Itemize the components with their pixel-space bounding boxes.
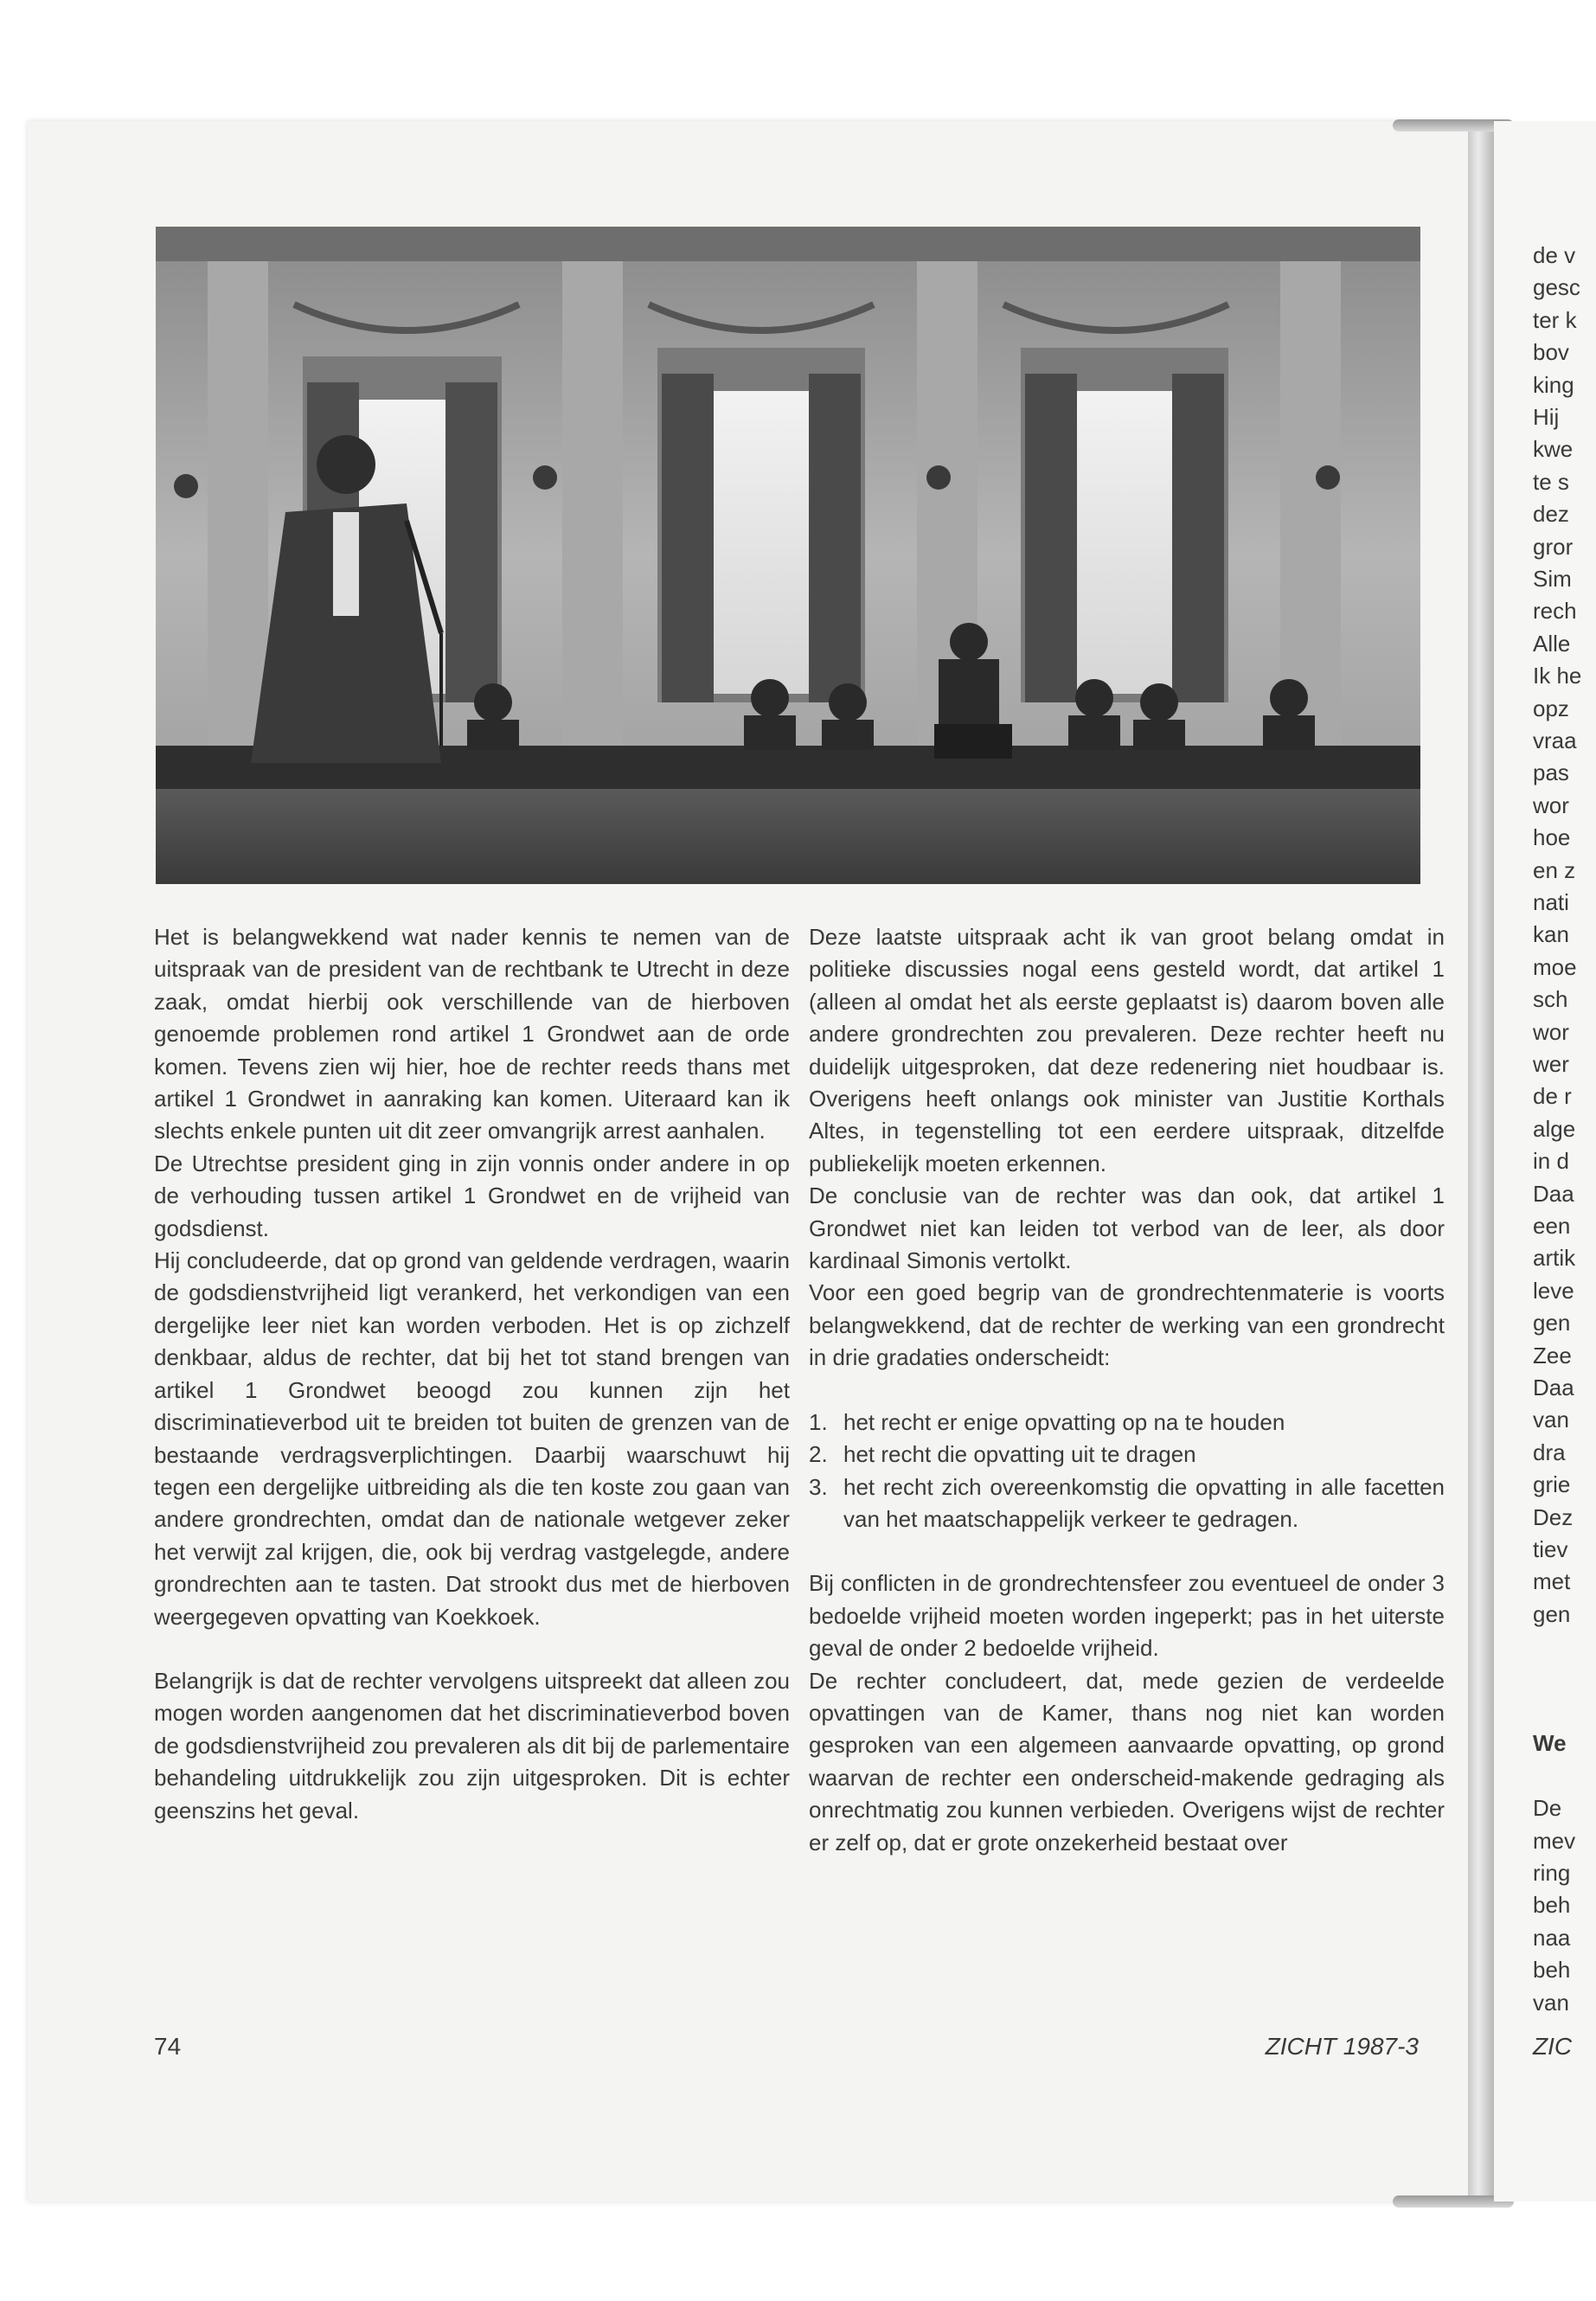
journal-footer: ZICHT 1987-3 [1265,2033,1419,2060]
facing-page-fragment: alge [1533,1115,1576,1142]
facing-page-fragment: van [1533,1989,1569,2016]
facing-page-fragment: beh [1533,1957,1571,1984]
facing-page-fragment: sch [1533,986,1568,1013]
facing-page-fragment: kwe [1533,436,1574,463]
gradation-list [809,1407,1445,1536]
facing-page-fragment: beh [1533,1892,1571,1919]
facing-page-fragment: vraa [1533,727,1577,753]
paragraph: Bij conflicten in de grondrechtensfeer zou eventueel de onder 3 bedoelde vrijheid moeten worden ingeperkt; pas in het uiterste geval de onder 2 bedoelde vrijheid. [809,1570,1445,1662]
text-column-left [154,921,790,1827]
facing-page-fragment: De [1533,1795,1562,1822]
paragraph: Belangrijk is dat de rechter vervolgens uitspreekt dat alleen zou mogen worden aangenomen dat het discriminatieverbod boven de godsdienstvrijheid zou prevaleren als dit bij de parlementaire behandeling uitdrukkelijk zou zijn uitgesproken. Dit is echter geenszins het geval. [154,1667,790,1823]
facing-page-fragment: van [1533,1407,1569,1433]
paragraph: Voor een goed begrip van de grondrechtenmaterie is voorts belangwekkend, dat de rechter de werking van een grondrecht in drie gradaties onderscheidt: [809,1279,1445,1371]
facing-page-fragment: nati [1533,889,1569,915]
facing-page-fragment: dra [1533,1439,1566,1465]
facing-page-fragment: de v [1533,242,1576,268]
facing-page-fragment: te s [1533,468,1569,495]
facing-page-fragment: moe [1533,953,1577,980]
facing-page-fragment: Daa [1533,1180,1574,1207]
facing-page-fragment: gen [1533,1310,1571,1336]
facing-page-fragment: gror [1533,533,1574,560]
facing-page-edge [1494,121,1596,2202]
facing-page-fragment: Ik he [1533,663,1582,689]
paragraph: Hij concludeerde, dat op grond van geldende verdragen, waarin de godsdienstvrijheid ligt verankerd, het verkondigen van een dergelijke leer niet kan worden verboden. Het is op zichzelf denkbaar, aldus de rechter, dat bij het tot stand brengen van artikel 1 Grondwet beoogd zou kunnen zijn het discriminatieverbod uit te breiden tot buiten de grenzen van de bestaande verdragsverplichtingen. Daarbij waarschuwt hij tegen een dergelijke uitbreiding als die ten koste zou gaan van andere grondrechten, omdat dan de nationale wetgever zeker het verwijt zal krijgen, die, ook bij verdrag vastgelegde, andere grondrechten aan te tasten. Dat strookt dus met de hierboven weergegeven opvatting van Koekkoek. [154,1247,790,1630]
paragraph: De Utrechtse president ging in zijn vonnis onder andere in op de verhouding tussen artikel 1 Grondwet en de vrijheid van godsdienst. [154,1150,790,1241]
facing-page-fragment: opz [1533,695,1569,721]
facing-page-fragment: een [1533,1213,1571,1239]
facing-page-fragment: tiev [1533,1536,1568,1562]
chamber-photo [156,227,1420,884]
facing-page-fragment: in d [1533,1148,1569,1175]
facing-page-fragment: rech [1533,598,1577,625]
facing-page-fragment: ZIC [1533,2033,1573,2060]
facing-page-fragment: wer [1533,1051,1569,1077]
facing-page-fragment: naa [1533,1924,1571,1951]
facing-page-fragment: de r [1533,1083,1572,1110]
facing-page-fragment: gesc [1533,274,1580,301]
facing-page-fragment: gen [1533,1600,1571,1627]
list-item: 2. het recht die opvatting uit te dragen [809,1441,1196,1468]
facing-page-fragment: Zee [1533,1342,1572,1368]
facing-page-fragment: en z [1533,856,1576,883]
facing-page-fragment: dez [1533,501,1569,528]
facing-page-fragment: kan [1533,921,1569,948]
facing-page-fragment: Daa [1533,1375,1574,1400]
facing-page-fragment: grie [1533,1471,1571,1498]
facing-page-fragment: king [1533,371,1574,398]
facing-page-fragment: hoe [1533,824,1571,851]
facing-page-fragment: wor [1533,1018,1569,1045]
paragraph: Deze laatste uitspraak acht ik van groot belang omdat in politieke discussies nogal eens gesteld wordt, dat artikel 1 (alleen al omdat het als eerste geplaatst is) daarom boven alle andere grondrechten zou prevaleren. Deze rechter heeft nu duidelijk uitgesproken, dat deze redenering niet houdbaar is. Overigens heeft onlangs ook minister van Justitie Korthals Altes, in tegenstelling tot een eerdere uitspraak, ditzelfde publiekelijk moeten erkennen. [809,924,1445,1176]
paragraph: De conclusie van de rechter was dan ook, dat artikel 1 Grondwet niet kan leiden tot verbod van de leer, als door kardinaal Simonis vertolkt. [809,1183,1445,1274]
text-column-right [809,921,1445,1859]
facing-page-fragment: leve [1533,1277,1574,1304]
list-item: 1. het recht er enige opvatting op na te houden [809,1408,1285,1435]
book-spine [1468,121,1494,2202]
facing-page-fragment: pas [1533,760,1569,786]
facing-page-fragment: artik [1533,1245,1576,1272]
facing-page-fragment: Dez [1533,1503,1574,1530]
facing-page-fragment: mev [1533,1827,1576,1854]
list-item: 3. het recht zich overeenkomstig die opvatting in alle facetten van het maatschappelijk verkeer te gedragen. [809,1473,1445,1532]
facing-page-fragment: Alle [1533,630,1571,657]
facing-page-fragment: ter k [1533,306,1577,333]
facing-page-fragment: wor [1533,792,1569,818]
page-number: 74 [154,2033,182,2060]
facing-page-fragment: met [1533,1568,1571,1595]
facing-page-fragment: bov [1533,339,1569,366]
facing-page-fragment: Sim [1533,566,1572,592]
paragraph: De rechter concludeert, dat, mede gezien de verdeelde opvattingen van de Kamer, thans nog niet kan worden gesproken van een algemeen aanvaarde opvatting, op grond waarvan de rechter een onderscheid-makende gedraging als onrechtmatig zou kunnen verbieden. Overigens wijst de rechter er zelf op, dat er grote onzekerheid bestaat over [809,1667,1445,1856]
facing-page-fragment: ring [1533,1860,1571,1886]
paragraph: Het is belangwekkend wat nader kennis te nemen van de uitspraak van de president van de rechtbank te Utrecht in deze zaak, omdat hierbij ook verschillende van de hierboven genoemde problemen rond artikel 1 Grondwet aan de orde komen. Tevens zien wij hier, hoe de rechter reeds thans met artikel 1 Grondwet in aanraking kan komen. Uiteraard kan ik slechts enkele punten uit dit zeer omvangrijk arrest aanhalen. [154,924,790,1144]
facing-page-fragment: We [1533,1730,1567,1757]
facing-page-fragment: Hij [1533,404,1560,430]
